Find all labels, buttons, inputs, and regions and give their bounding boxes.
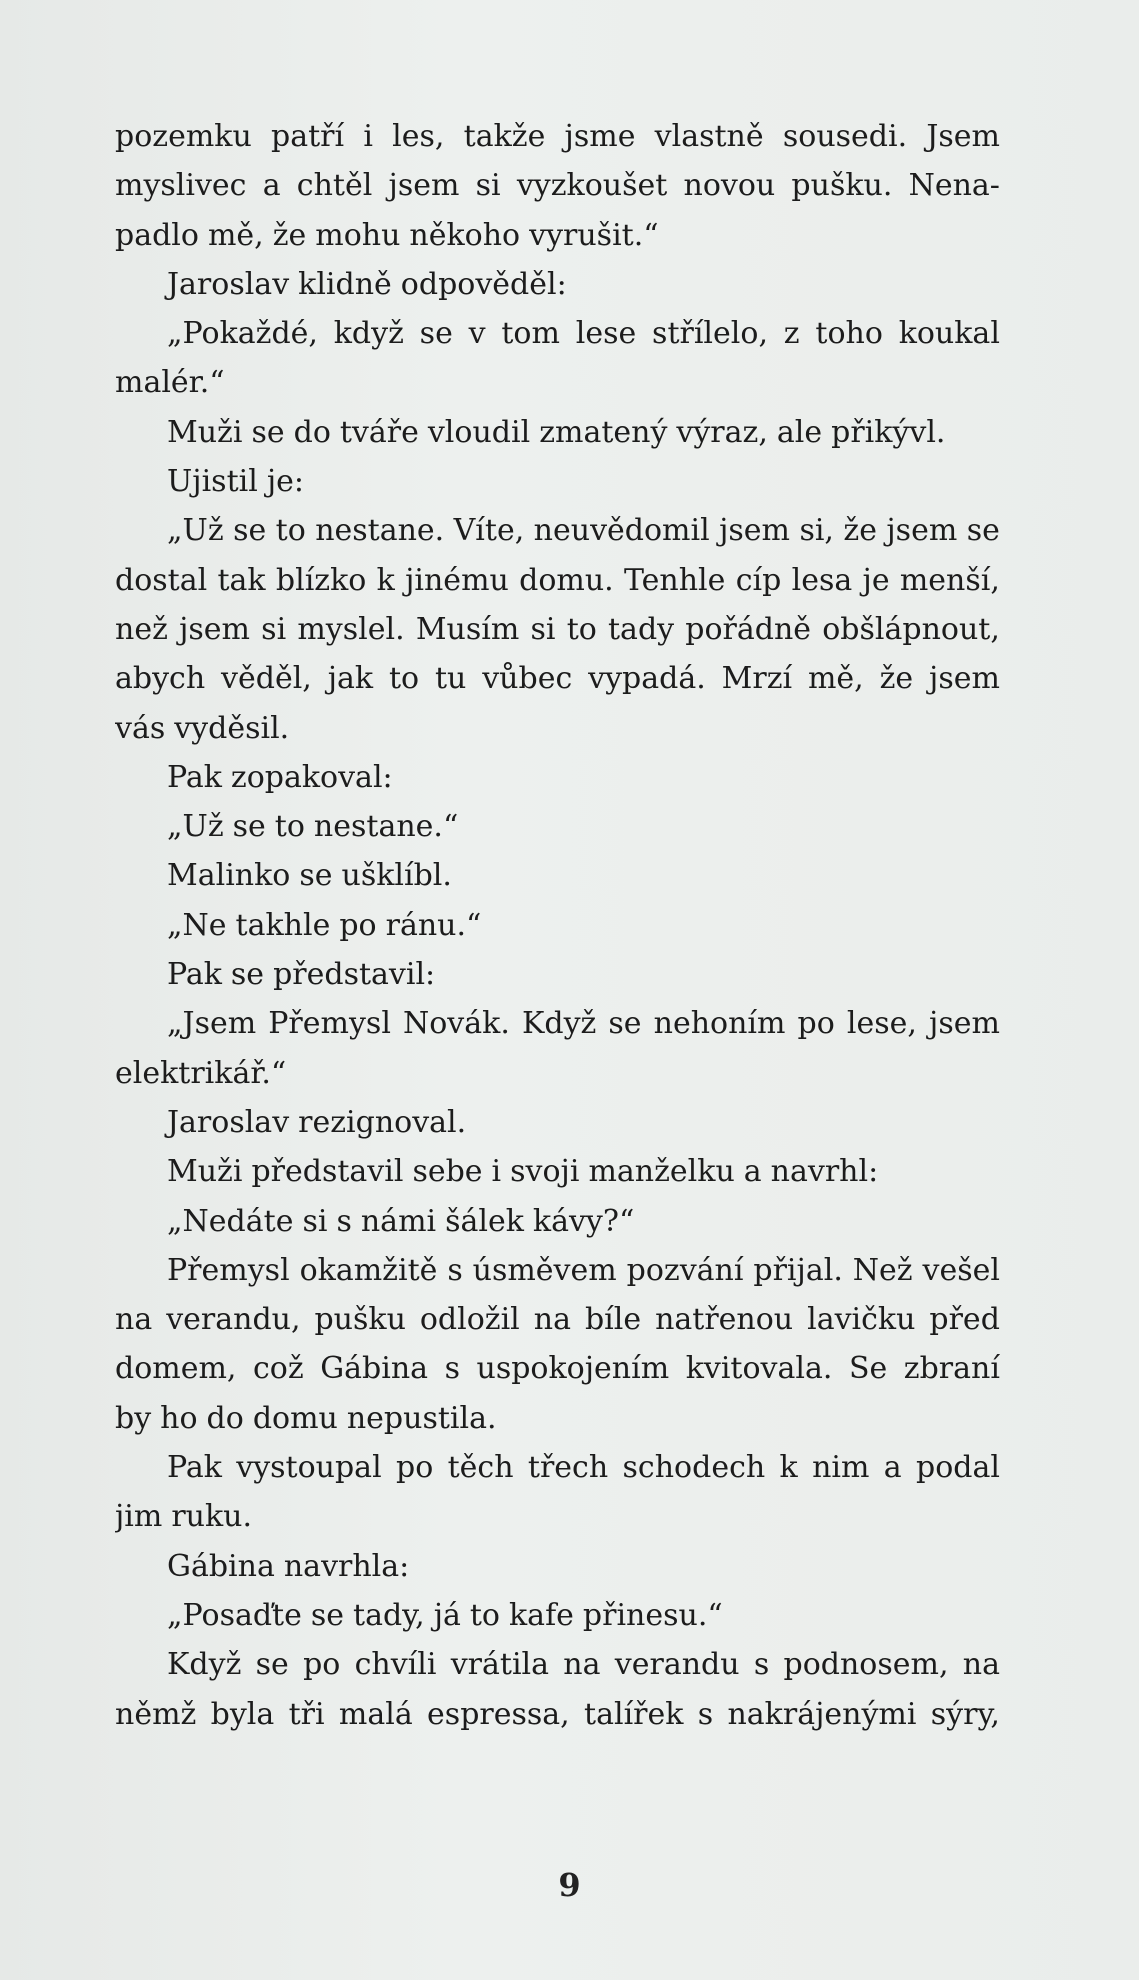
text-line: vás vyděsil. xyxy=(115,710,290,746)
text-line: „Pokaždé, když se v tom lese střílelo, z toho koukal xyxy=(167,316,1000,352)
text-line: „Posaďte se tady, já to kafe přinesu.“ xyxy=(167,1597,723,1633)
text-line: němž byla tři malá espressa, talířek s nakrájenými sýry, xyxy=(115,1696,1000,1732)
text-line: domem, což Gábina s uspokojením kvitovala. Se zbraní xyxy=(115,1351,1000,1387)
text-line: pozemku patří i les, takže jsme vlastně sousedi. Jsem xyxy=(115,119,1000,154)
text-line: Jaroslav klidně odpověděl: xyxy=(167,266,567,302)
text-line: Pak zopakoval: xyxy=(167,759,393,795)
text-line: myslivec a chtěl jsem si vyzkoušet novou pušku. Nena- xyxy=(115,168,1000,204)
text-line: jim ruku. xyxy=(115,1499,253,1535)
text-line: dostal tak blízko k jinému domu. Tenhle cíp lesa je menší, xyxy=(115,562,1000,598)
text-line: „Ne takhle po ránu.“ xyxy=(167,907,482,943)
text-line: Jaroslav rezignoval. xyxy=(167,1104,467,1140)
text-line: „Už se to nestane. Víte, neuvědomil jsem si, že jsem se xyxy=(167,513,1000,549)
text-line: „Už se to nestane.“ xyxy=(167,809,459,845)
text-line: než jsem si myslel. Musím si to tady pořádně obšlápnout, xyxy=(115,611,1000,647)
text-line: Muži se do tváře vloudil zmatený výraz, ale přikývl. xyxy=(167,414,946,450)
page-number: 9 xyxy=(558,1866,581,1904)
text-line: Pak vystoupal po těch třech schodech k nim a podal xyxy=(167,1450,1000,1486)
text-line: Muži představil sebe i svoji manželku a navrhl: xyxy=(167,1154,879,1190)
text-line: elektrikář.“ xyxy=(115,1055,287,1091)
body-text xyxy=(115,112,1000,1739)
text-line: „Nedáte si s námi šálek kávy?“ xyxy=(167,1203,635,1239)
text-line: malér.“ xyxy=(115,365,225,401)
text-line: Gábina navrhla: xyxy=(167,1548,410,1584)
text-line: abych věděl, jak to tu vůbec vypadá. Mrzí mě, že jsem xyxy=(115,661,1000,697)
text-line: Přemysl okamžitě s úsměvem pozvání přijal. Než vešel xyxy=(167,1252,1000,1288)
text-line: „Jsem Přemysl Novák. Když se nehoním po lese, jsem xyxy=(167,1006,1000,1042)
text-line: by ho do domu nepustila. xyxy=(115,1400,497,1436)
text-line: Když se po chvíli vrátila na verandu s podnosem, na xyxy=(167,1647,1000,1683)
text-line: Malinko se ušklíbl. xyxy=(167,858,452,894)
text-line: Pak se představil: xyxy=(167,957,436,993)
text-line: padlo mě, že mohu někoho vyrušit.“ xyxy=(115,217,659,253)
text-line: Ujistil je: xyxy=(167,464,304,500)
text-line: na verandu, pušku odložil na bíle natřenou lavičku před xyxy=(115,1302,1000,1338)
